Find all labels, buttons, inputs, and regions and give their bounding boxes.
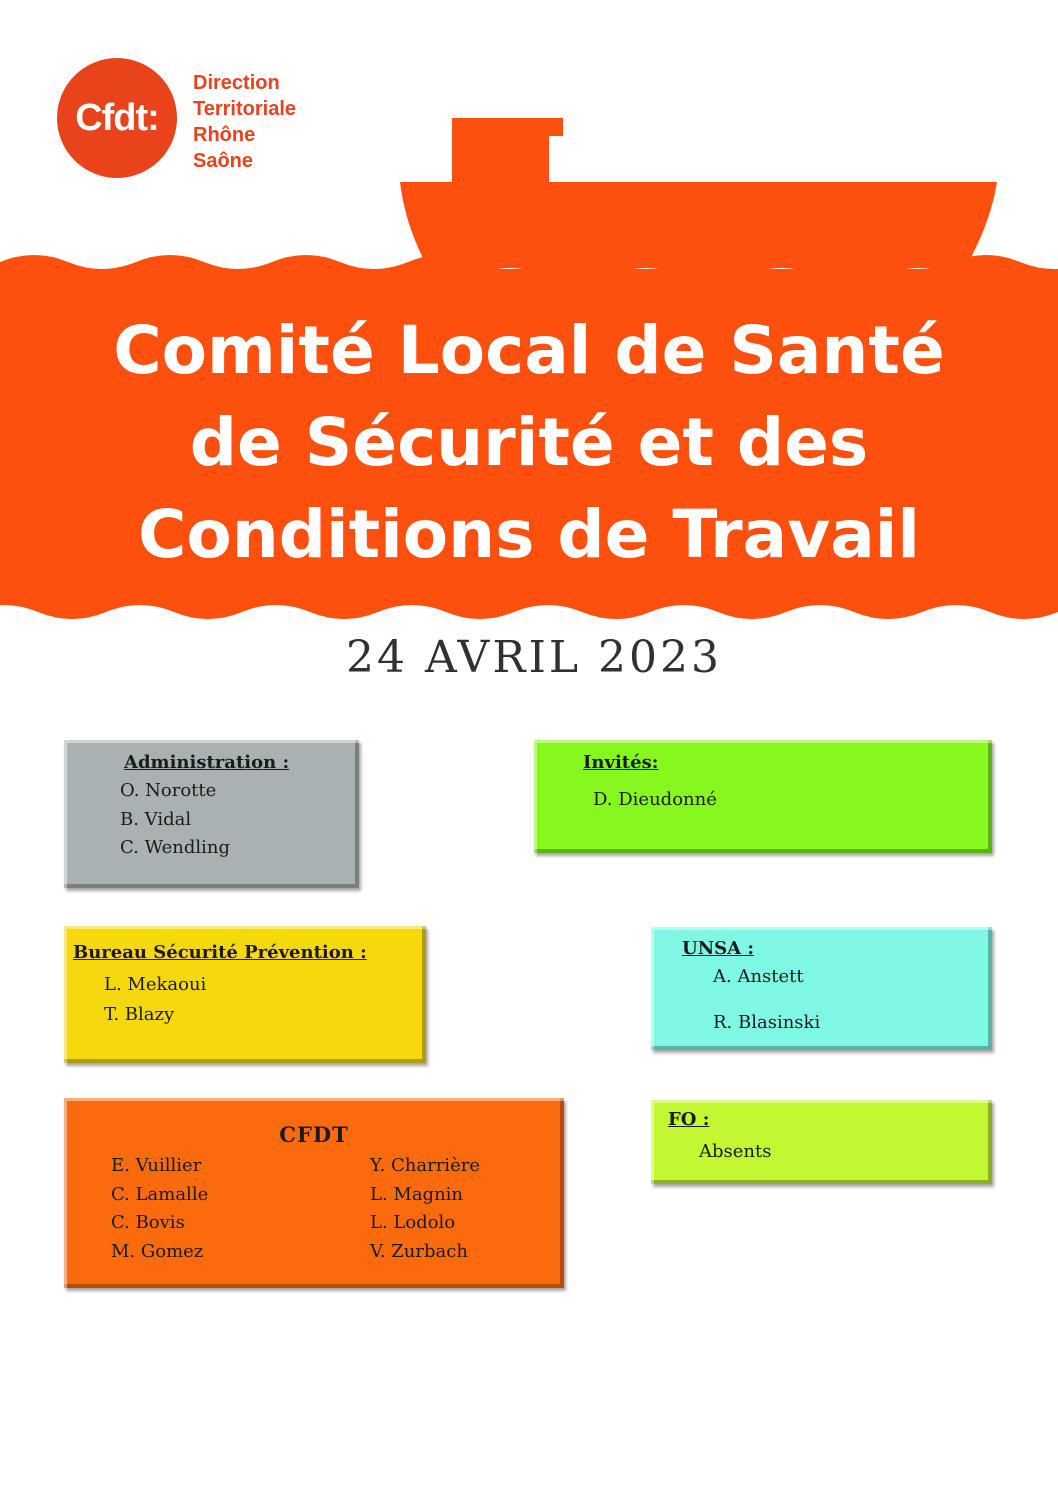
fo-heading: FO : [668, 1109, 710, 1130]
invites-box [534, 740, 992, 853]
logo-text: Cfdt: [75, 96, 159, 139]
boat-hull [400, 182, 997, 268]
member-name: C. Bovis [111, 1212, 185, 1233]
member-name: O. Norotte [120, 780, 217, 801]
unsa-heading: UNSA : [682, 938, 755, 959]
bureau-heading: Bureau Sécurité Prévention : [73, 942, 367, 963]
member-name: L. Magnin [370, 1183, 464, 1205]
cfdt-right-column [370, 1152, 480, 1266]
cfdt-left-column [111, 1152, 208, 1266]
bureau-box [64, 926, 426, 1063]
administration-heading: Administration : [124, 752, 290, 773]
meeting-date: 24 AVRIL 2023 [345, 632, 723, 683]
unsa-box [651, 927, 992, 1050]
title-line: Comité Local de Santé [113, 312, 945, 389]
boat-funnel-top [452, 118, 563, 136]
org-line: Rhône [193, 124, 256, 146]
member-name: L. Lodolo [370, 1212, 456, 1233]
member-name: R. Blasinski [713, 1012, 821, 1033]
member-name: E. Vuillier [111, 1155, 202, 1176]
administration-box [64, 740, 359, 888]
cfdt-heading: CFDT [279, 1122, 349, 1147]
member-name: C. Wendling [120, 837, 231, 858]
member-name: Y. Charrière [370, 1155, 480, 1176]
member-name: L. Mekaoui [104, 974, 207, 995]
org-line: Saône [193, 150, 254, 172]
member-name: M. Gomez [111, 1240, 204, 1262]
member-name: B. Vidal [120, 809, 192, 830]
member-name: D. Dieudonné [593, 789, 717, 810]
member-name: T. Blazy [104, 1004, 175, 1025]
title-line: Conditions de Travail [137, 496, 921, 573]
page-title [0, 305, 1058, 581]
org-line: Direction [193, 72, 280, 94]
member-name: A. Anstett [713, 966, 804, 987]
member-name: V. Zurbach [370, 1240, 468, 1262]
fo-box [651, 1100, 992, 1184]
cfdt-box [64, 1098, 564, 1288]
member-name: C. Lamalle [111, 1183, 209, 1205]
invites-heading: Invités: [583, 752, 659, 773]
member-name: Absents [699, 1141, 772, 1162]
org-line: Territoriale [193, 98, 296, 120]
title-line: de Sécurité et des [189, 404, 869, 481]
